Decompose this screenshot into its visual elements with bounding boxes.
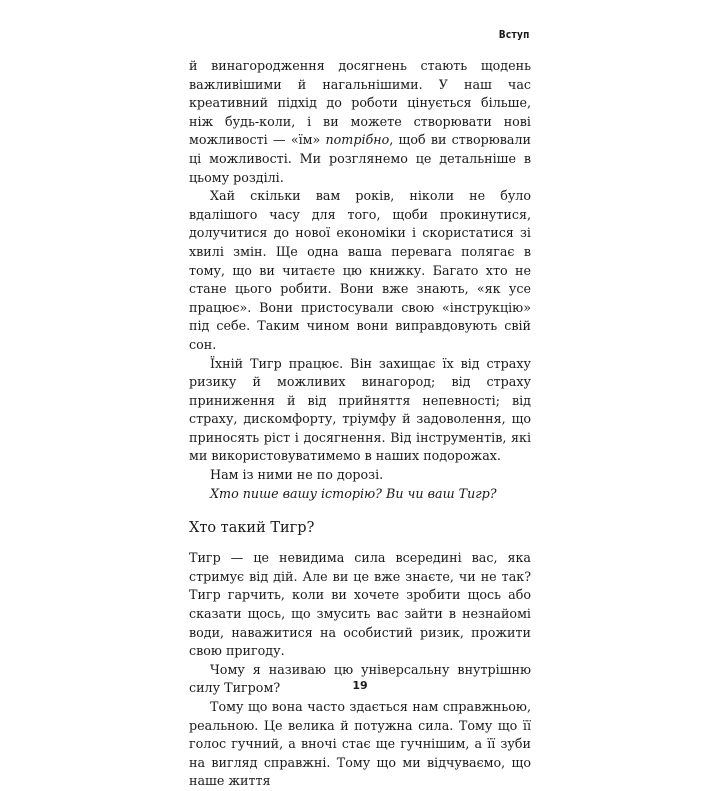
paragraph-1-end: , щоб ви створювали ці можливості. Ми розглянемо це детальніше в цьому розділі. <box>189 132 531 185</box>
paragraph-4: Нам із ними не по дорозі. <box>210 467 384 483</box>
paragraph-7: Чому я називаю цю універсальну внутрішню силу Тигром? <box>189 661 531 696</box>
paragraph-2: Хай скільки вам років, ніколи не було вдалішого часу для того, щоби прокинутися, долучитися до нової економіки і скористатися зі хвилі змін. Ще одна ваша перевага полягає в тому, що ви читаєте цю книжку. Багато хто не стане цього робити. Вони вже знають, «як усе працює». Вони пристосували свою «інструкцію» під себе. Таким чином вони виправдовують свій сон. <box>189 188 531 352</box>
paragraph-5-italic: Хто пише вашу історію? Ви чи ваш Тигр? <box>210 485 497 501</box>
page-number: 19 <box>352 679 368 692</box>
section-heading: Хто такий Тигр? <box>189 520 315 537</box>
paragraph-1-text: й винагородження досягнень стають щодень важливішими й нагальнішими. У наш час креативний підхід до роботи цінується більше, ніж будь-коли, і ви можете створювати нові можливості — «їм» <box>189 58 531 148</box>
paragraph-1-italic: потрібно <box>325 132 390 148</box>
paragraph-1 <box>189 57 531 187</box>
paragraph-8: Тому що вона часто здається нам справжньою, реальною. Це велика й потужна сила. Тому що її голос гучний, а вночі стає ще гучнішим, а її зуби на вигляд справжні. Тому що ми відчуваємо, що наше життя <box>189 699 531 789</box>
paragraph-3: Їхній Тигр працює. Він захищає їх від страху ризику й можливих винагород; від страху приниження й від прийняття непевності; від страху, дискомфорту, тріумфу й задоволення, що приносять ріст і досягнення. Від інструментів, які ми використовуватимемо в наших подорожах. <box>189 355 531 464</box>
paragraph-6: Тигр — це невидима сила всередині вас, яка стримує від дій. Але ви це вже знаєте, чи не так? Тигр гарчить, коли ви хочете зробити щось або сказати щось, що змусить вас зайти в незнайомі води, наважитися на особистий ризик, прожити свою пригоду. <box>189 550 531 659</box>
running-head: Вступ <box>499 28 530 41</box>
